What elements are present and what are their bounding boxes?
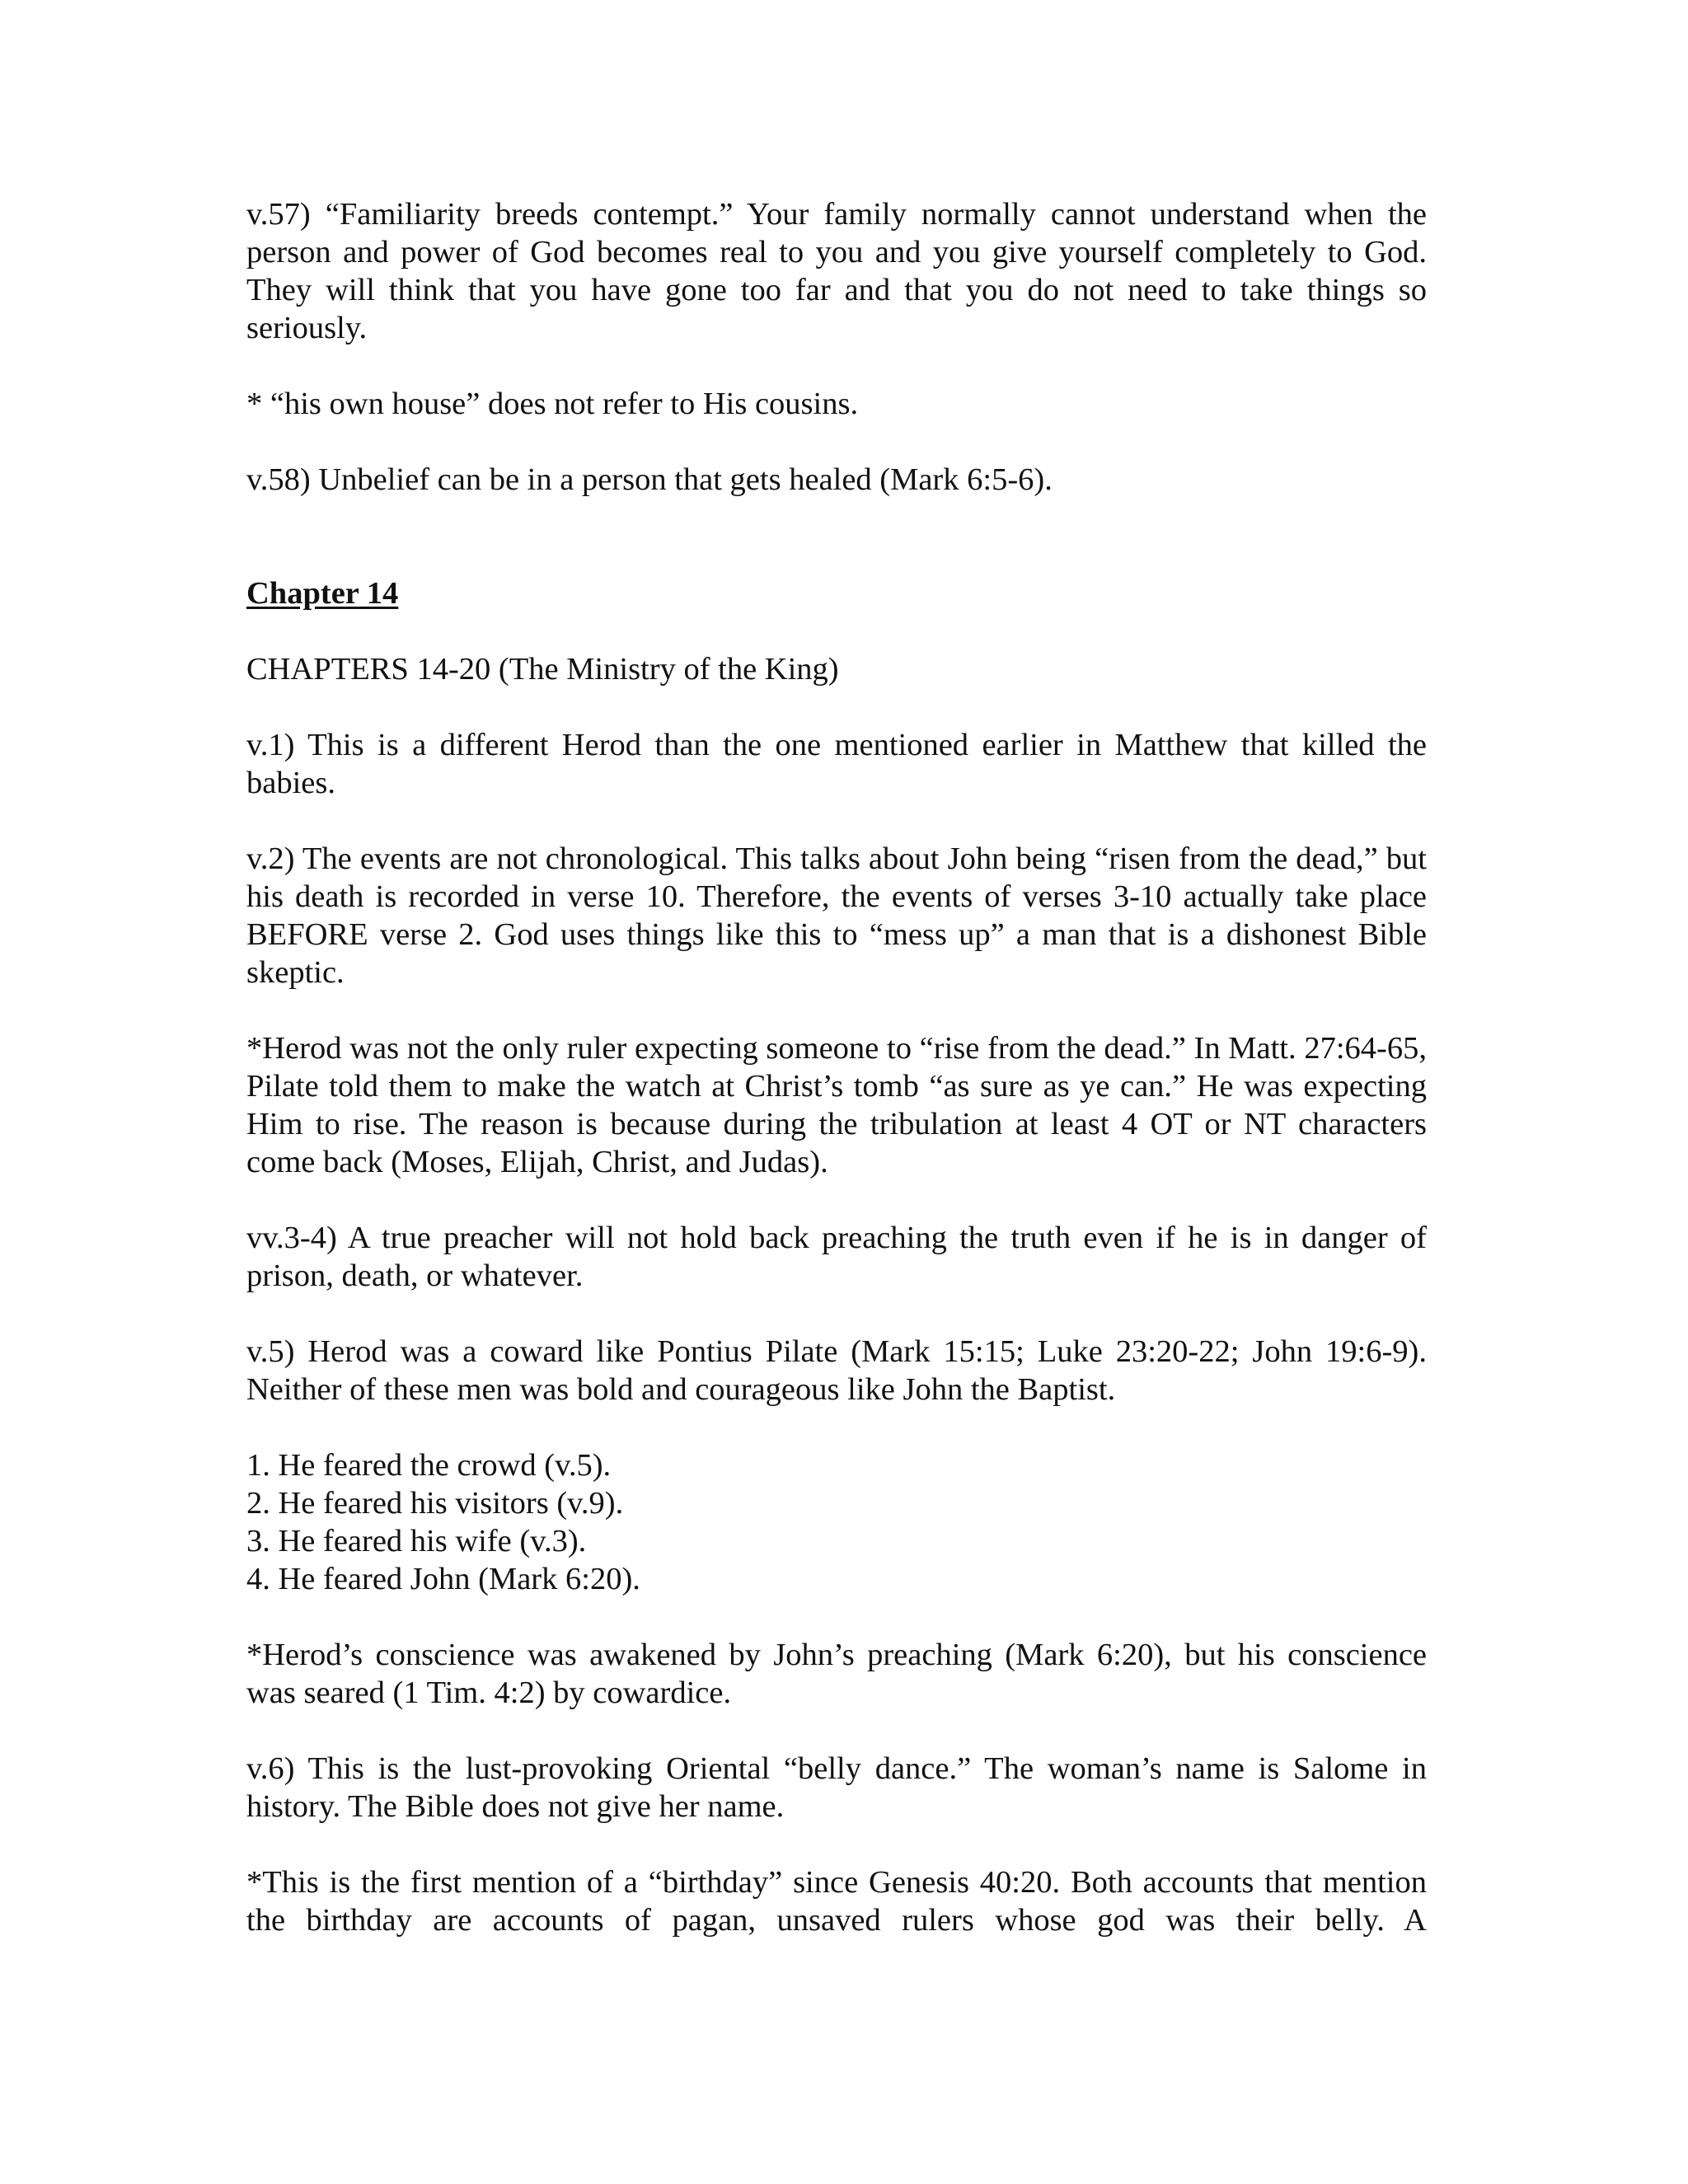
paragraph-v6: v.6) This is the lust-provoking Oriental “belly dance.” The woman’s name is Salome in history. The Bible does not give her name. [246,1751,1427,1824]
list-item: 2. He feared his visitors (v.9). [246,1486,624,1521]
chapter-heading: Chapter 14 [246,576,399,611]
list-item: 1. He feared the crowd (v.5). [246,1448,612,1483]
paragraph-birthday: *This is the first mention of a “birthday” since Genesis 40:20. Both accounts that mention the birthday are accounts of pagan, unsaved rulers whose god was their belly. A [246,1865,1427,1938]
list-item: 4. He feared John (Mark 6:20). [246,1562,640,1596]
document-page [246,195,1427,1977]
paragraph-v5: v.5) Herod was a coward like Pontius Pilate (Mark 15:15; Luke 23:20-22; John 19:6-9). Neither of these men was bold and courageous like John the Baptist. [246,1334,1427,1407]
fears-list [246,1446,1427,1598]
paragraph-his-own-house: * “his own house” does not refer to His cousins. [246,387,859,421]
paragraph-v57: v.57) “Familiarity breeds contempt.” Your family normally cannot understand when the person and power of God becomes real to you and you give yourself completely to God. They will think that you have gone too far and that you do not need to take things so seriously. [246,197,1427,345]
paragraph-vv3-4: vv.3-4) A true preacher will not hold back preaching the truth even if he is in danger of prison, death, or whatever. [246,1221,1427,1293]
paragraph-v1: v.1) This is a different Herod than the one mentioned earlier in Matthew that killed the babies. [246,728,1427,800]
list-item: 3. He feared his wife (v.3). [246,1524,587,1558]
paragraph-herod-ruler: *Herod was not the only ruler expecting someone to “rise from the dead.” In Matt. 27:64-65, Pilate told them to make the watch at Christ’s tomb “as sure as ye can.” He was expecting Him to rise. The reason is because during the tribulation at least 4 OT or NT characters come back (Moses, Elijah, Christ, and Judas). [246,1031,1427,1179]
paragraph-v2: v.2) The events are not chronological. This talks about John being “risen from the dead,” but his death is recorded in verse 10. Therefore, the events of verses 3-10 actually take place BEFORE verse 2. God uses things like this to “mess up” a man that is a dishonest Bible skeptic. [246,841,1427,990]
paragraph-herod-conscience: *Herod’s conscience was awakened by John’s preaching (Mark 6:20), but his conscience was seared (1 Tim. 4:2) by cowardice. [246,1638,1427,1710]
paragraph-v58: v.58) Unbelief can be in a person that gets healed (Mark 6:5-6). [246,462,1053,497]
section-spacer [246,537,1427,574]
paragraph-chapters-overview: CHAPTERS 14-20 (The Ministry of the King) [246,652,839,687]
